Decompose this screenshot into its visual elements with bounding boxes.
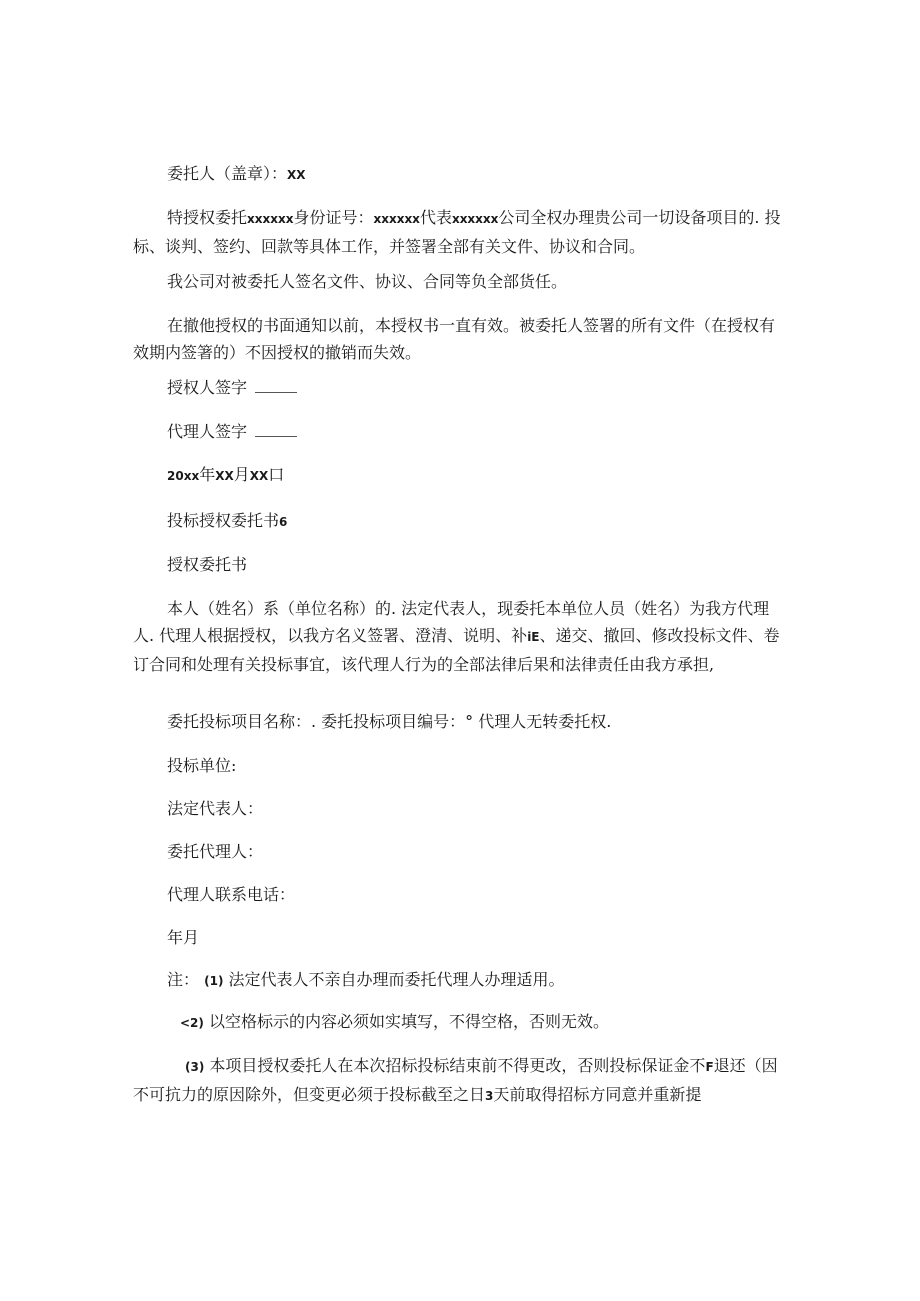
signature-blank bbox=[255, 378, 297, 393]
signature-blank bbox=[255, 422, 297, 437]
document-title: 授权委托书 bbox=[167, 555, 248, 574]
validity-paragraph: 在撤他授权的书面通知以前，本授权书一直有效。被委托人签署的所有文件（在授权有效期内签箸的）不因授权的撤销而失效。 bbox=[133, 316, 776, 362]
date-line: 20xx年XX月XX口 bbox=[167, 465, 285, 484]
legal-representative-field: 法定代表人： bbox=[167, 799, 264, 818]
note-label: 注： bbox=[167, 970, 200, 989]
bidder-field: 投标单位: bbox=[167, 756, 237, 775]
principal-line bbox=[167, 162, 306, 187]
note-3: (3) 本项目授权委托人在本次招标投标结束前不得更改，否则投标保证金不F退还（因不可抗力的原因除外，但变更必须于投标截至之日3天前取得招标方同意并重新提 bbox=[133, 1056, 778, 1104]
section-title: 投标授权委托书6 bbox=[167, 511, 288, 530]
responsibility-paragraph: 我公司对被委托人签名文件、协议、合同等负全部货任。 bbox=[167, 272, 568, 291]
project-info-line: 委托投标项目名称：. 委托投标项目编号：° 代理人无转委托权. bbox=[167, 712, 612, 731]
principal-label: 委托人（盖章）： bbox=[167, 164, 288, 183]
note-2: <2) 以空格标示的内容必须如实填写，不得空格，否则无效。 bbox=[180, 1012, 609, 1031]
authorizer-signature-line bbox=[167, 376, 297, 400]
authorizer-signature-label: 授权人签字 bbox=[167, 378, 248, 397]
agent-signature-line bbox=[167, 420, 297, 444]
agent-phone-field: 代理人联系电话： bbox=[167, 885, 296, 904]
note-1: 注： (1) 法定代表人不亲自办理而委托代理人办理适用。 bbox=[167, 970, 565, 989]
agent-signature-label: 代理人签字 bbox=[167, 422, 248, 441]
authorization-paragraph: 特授权委托xxxxxx身份证号：xxxxxx代表xxxxxx公司全权办理贵公司一切设备项目的. 投标、谈判、签约、回款等具体工作，并签署全部有关文件、协议和合同。 bbox=[133, 208, 781, 256]
authorized-agent-field: 委托代理人： bbox=[167, 842, 264, 861]
year-month-field: 年月 bbox=[167, 928, 200, 947]
principal-value: XX bbox=[287, 168, 306, 182]
delegation-paragraph: 本人（姓名）系（单位名称）的. 法定代表人，现委托本单位人员（姓名）为我方代理人. 代理人根据授权，以我方名义签署、澄清、说明、补iE、递交、撤回、修改投标文件、卷订合同和处理有关投标事宜，该代理人行为的全部法律后果和法律责任由我方承担, bbox=[133, 599, 780, 674]
